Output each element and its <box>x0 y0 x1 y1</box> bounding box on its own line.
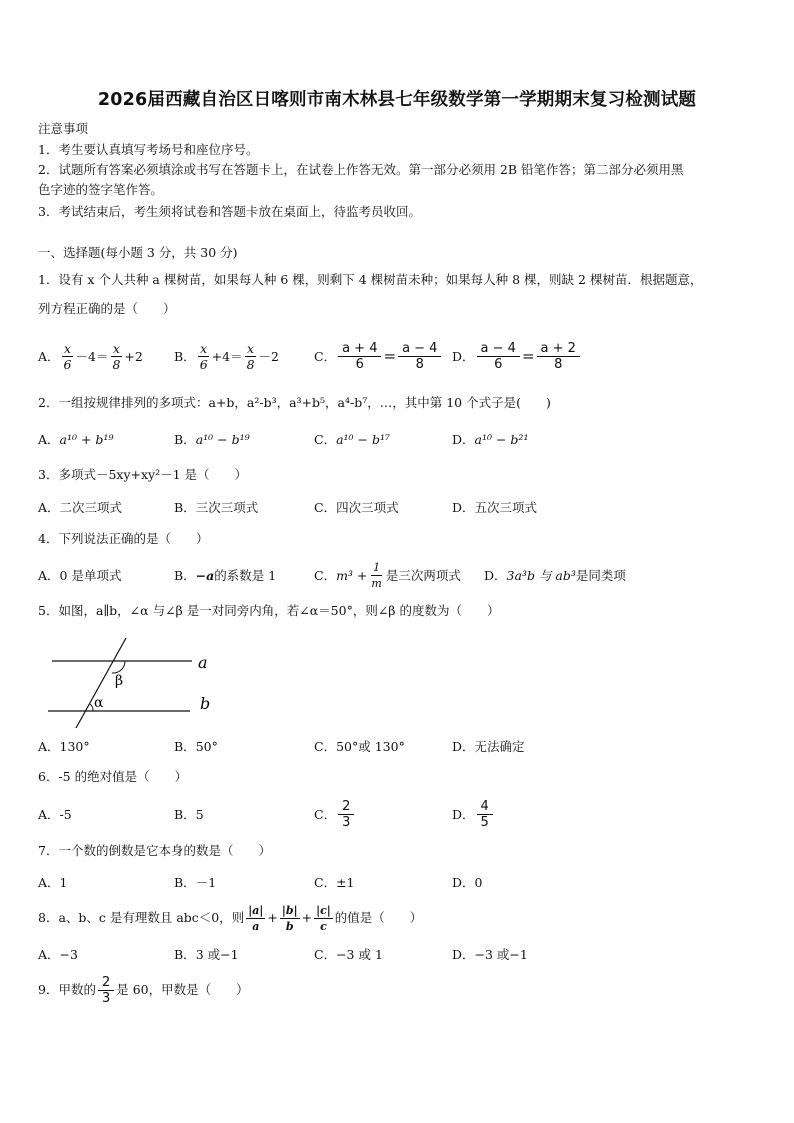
option-text: 1 <box>59 874 68 890</box>
option-text: 50°或 130° <box>336 739 405 754</box>
option-label: C． <box>314 739 337 754</box>
option-a[interactable] <box>38 555 121 595</box>
fraction <box>62 341 74 372</box>
denominator: 6 <box>494 356 503 372</box>
option-b[interactable] <box>174 726 218 766</box>
option-text: a¹⁰ − b²¹ <box>474 431 529 447</box>
option-label: C． <box>314 500 337 515</box>
label-a: a <box>198 653 208 672</box>
question-6-options <box>38 794 758 834</box>
option-label: C． <box>314 875 337 890</box>
option-c[interactable] <box>314 336 443 376</box>
option-label: C． <box>314 349 337 364</box>
option-d[interactable] <box>452 934 528 974</box>
option-label: D． <box>452 432 475 447</box>
numerator: a − 4 <box>398 341 441 357</box>
option-label: A． <box>38 875 60 890</box>
option-c[interactable] <box>314 794 356 834</box>
option-label: D． <box>452 875 475 890</box>
fraction <box>110 341 122 372</box>
question-3-options <box>38 487 758 527</box>
fraction <box>314 903 333 934</box>
question-2-options <box>38 419 758 459</box>
question-text: 9．甲数的 <box>38 982 96 997</box>
beta-arc <box>112 661 125 673</box>
option-c[interactable] <box>314 726 405 766</box>
fraction <box>369 560 383 591</box>
option-text: 的系数是 1 <box>214 568 277 583</box>
option-expr: −a <box>195 567 215 583</box>
option-text: 四次三项式 <box>336 500 399 515</box>
fraction <box>338 799 354 830</box>
fraction <box>245 341 257 372</box>
option-label: D． <box>452 500 475 515</box>
fraction <box>398 341 441 372</box>
option-text: −3 或 1 <box>336 947 383 962</box>
question-8-options <box>38 934 758 974</box>
option-text: a¹⁰ − b¹⁹ <box>195 431 250 447</box>
option-d[interactable] <box>452 419 528 459</box>
option-expr: m³ + <box>336 567 368 583</box>
denominator: 6 <box>63 356 72 372</box>
question-5-stem: 5．如图，a∥b，∠α 与∠β 是一对同旁内角，若∠α＝50°，则∠β 的度数为（ ） <box>38 603 500 618</box>
option-b[interactable] <box>174 555 276 595</box>
option-label: D． <box>484 568 507 583</box>
fraction <box>477 799 493 830</box>
option-expr: 3a³b 与 ab³ <box>506 568 576 583</box>
option-text: 130° <box>59 738 90 754</box>
denominator: 8 <box>112 356 121 372</box>
operator: = <box>383 347 397 365</box>
denominator: 6 <box>199 356 208 372</box>
section-heading: 一、选择题(每小题 3 分，共 30 分) <box>38 245 238 260</box>
option-b[interactable] <box>174 419 250 459</box>
denominator: 3 <box>101 990 111 1006</box>
fraction <box>338 341 381 372</box>
question-7-options <box>38 862 758 902</box>
question-1-stem: 1．设有 x 个人共种 a 棵树苗，如果每人种 6 棵，则剩下 4 棵树苗未种；如果每人种 8 棵，则缺 2 棵树苗．根据题意， <box>38 272 703 287</box>
operator: + <box>267 910 278 925</box>
note-item-2: 2．试题所有答案必须填涂或书写在答题卡上，在试卷上作答无效。第一部分必须用 2B 铅笔作答；第二部分必须用黑 <box>38 162 684 177</box>
option-text: a¹⁰ − b¹⁷ <box>336 431 390 447</box>
option-text: −3 或−1 <box>474 947 528 962</box>
question-text: 的值是（ ） <box>334 910 423 925</box>
question-1-stem-continued: 列方程正确的是（ ） <box>38 301 176 316</box>
option-b[interactable] <box>174 794 204 834</box>
label-beta: β <box>115 673 124 689</box>
fraction <box>477 341 520 372</box>
denominator: 8 <box>246 356 255 372</box>
option-a[interactable] <box>38 794 72 834</box>
option-text: 50° <box>195 738 218 754</box>
numerator: a − 4 <box>477 341 520 357</box>
note-item-3: 3．考试结束后，考生须将试卷和答题卡放在桌面上，待监考员收回。 <box>38 204 421 219</box>
option-label: D． <box>452 739 475 754</box>
numerator: x <box>63 340 72 356</box>
option-label: B． <box>174 568 196 583</box>
question-4-stem: 4．下列说法正确的是（ ） <box>38 531 209 546</box>
option-label: D． <box>452 947 475 962</box>
denominator: b <box>285 919 294 933</box>
parallel-lines-figure <box>40 638 230 728</box>
option-a[interactable] <box>38 726 90 766</box>
numerator: 1 <box>373 560 381 574</box>
question-1-options <box>38 336 758 376</box>
operator: －2 <box>258 349 279 364</box>
option-label: D． <box>452 349 475 364</box>
option-text: 是同类项 <box>575 568 626 583</box>
denominator: 5 <box>480 814 489 830</box>
denominator: 6 <box>355 356 364 372</box>
fraction <box>537 341 580 372</box>
page-title: 2026届西藏自治区日喀则市南木林县七年级数学第一学期期末复习检测试题 <box>97 90 697 110</box>
operator: + <box>301 910 313 925</box>
denominator: m <box>371 576 382 590</box>
option-text: 五次三项式 <box>474 500 538 515</box>
option-label: A． <box>38 947 60 962</box>
option-text: 三次三项式 <box>195 500 259 515</box>
option-text: −3 <box>59 946 78 962</box>
option-c[interactable] <box>314 934 383 974</box>
option-text: 0 <box>474 874 483 890</box>
note-item-1: 1．考生要认真填写考场号和座位序号。 <box>38 142 259 157</box>
numerator: |c| <box>316 903 331 917</box>
question-2-stem: 2．一组按规律排列的多项式：a+b，a²-b³，a³+b⁵，a⁴-b⁷，…，其中第 10 个式子是( ) <box>38 395 551 410</box>
note-item-2-continued: 色字迹的签字笔作答。 <box>38 182 164 197</box>
label-alpha: α <box>94 695 104 711</box>
question-9-stem <box>38 970 249 1010</box>
numerator: a + 2 <box>537 341 580 357</box>
denominator: c <box>320 919 327 933</box>
numerator: x <box>247 340 255 356</box>
fraction <box>246 903 265 934</box>
option-text: 二次三项式 <box>59 500 123 515</box>
option-b[interactable] <box>174 934 239 974</box>
option-d[interactable] <box>452 862 482 902</box>
numerator: 2 <box>338 799 354 815</box>
option-text: -5 <box>59 806 72 822</box>
numerator: a + 4 <box>338 341 381 357</box>
question-8-stem <box>38 898 422 938</box>
operator: +2 <box>124 348 143 364</box>
option-label: B． <box>174 807 196 822</box>
option-label: B． <box>174 500 196 515</box>
option-a[interactable] <box>38 487 122 527</box>
numerator: 4 <box>477 799 493 815</box>
denominator: 8 <box>554 356 563 372</box>
option-a[interactable] <box>38 934 78 974</box>
option-label: B． <box>174 432 196 447</box>
option-c[interactable] <box>314 419 390 459</box>
option-d[interactable] <box>452 726 525 766</box>
fraction <box>198 341 210 372</box>
option-a[interactable] <box>38 862 67 902</box>
fraction <box>280 903 300 934</box>
numerator: 2 <box>98 975 114 991</box>
option-label: A． <box>38 432 60 447</box>
question-4-options <box>38 555 758 595</box>
option-d[interactable] <box>484 555 626 595</box>
option-label: B． <box>174 875 196 890</box>
option-label: A． <box>38 739 60 754</box>
option-label: D． <box>452 807 475 822</box>
option-b[interactable] <box>174 487 258 527</box>
option-text: a¹⁰ + b¹⁹ <box>59 431 114 447</box>
option-text: 5 <box>195 806 204 822</box>
denominator: 8 <box>415 356 424 372</box>
option-text: 3 或−1 <box>195 947 239 962</box>
option-label: C． <box>314 947 337 962</box>
option-b[interactable] <box>174 862 216 902</box>
option-label: C． <box>314 807 337 822</box>
denominator: 3 <box>342 814 351 830</box>
option-a[interactable] <box>38 419 113 459</box>
numerator: |a| <box>248 903 264 917</box>
question-7-stem: 7．一个数的倒数是它本身的数是（ ） <box>38 843 271 858</box>
option-d[interactable] <box>452 487 537 527</box>
fraction <box>98 975 114 1006</box>
question-3-stem: 3．多项式－5xy+xy²－1 是（ ） <box>38 467 248 482</box>
option-c[interactable] <box>314 555 461 595</box>
operator: = <box>521 347 535 365</box>
option-label: A． <box>38 807 60 822</box>
option-label: A． <box>38 500 60 515</box>
option-c[interactable] <box>314 862 355 902</box>
option-a[interactable] <box>38 336 143 376</box>
option-c[interactable] <box>314 487 399 527</box>
option-text: 无法确定 <box>474 739 525 754</box>
option-text: －1 <box>195 875 217 890</box>
option-label: A． <box>38 349 60 364</box>
option-label: A． <box>38 568 60 583</box>
alpha-arc <box>90 704 93 711</box>
label-b: b <box>200 694 211 713</box>
question-6-stem: 6．-5 的绝对值是（ ） <box>38 769 188 784</box>
option-label: C． <box>314 432 337 447</box>
option-label: B． <box>174 349 196 364</box>
option-text: 是三次两项式 <box>385 568 461 583</box>
operator: +4＝ <box>211 349 243 364</box>
option-text: 0 是单项式 <box>59 568 122 583</box>
numerator: x <box>112 340 120 356</box>
numerator: |b| <box>281 903 298 917</box>
option-label: C． <box>314 568 337 583</box>
option-d[interactable] <box>452 794 495 834</box>
option-label: B． <box>174 947 196 962</box>
question-text: 8．a、b、c 是有理数且 abc＜0，则 <box>38 910 245 925</box>
option-b[interactable] <box>174 336 279 376</box>
denominator: a <box>252 919 260 933</box>
option-d[interactable] <box>452 336 582 376</box>
question-5-options <box>38 726 758 766</box>
option-label: B． <box>174 739 196 754</box>
numerator: x <box>200 340 208 356</box>
operator: －4＝ <box>75 349 109 364</box>
notes-heading: 注意事项 <box>38 121 89 136</box>
question-text: 是 60，甲数是（ ） <box>116 982 249 997</box>
option-text: ±1 <box>336 874 355 890</box>
